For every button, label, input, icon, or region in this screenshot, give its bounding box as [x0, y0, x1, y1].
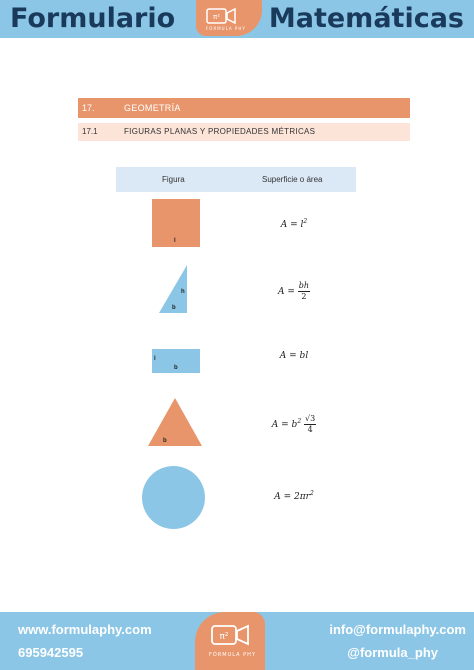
header-title-left: Formulario — [10, 3, 176, 34]
formula-circle — [262, 490, 326, 502]
subsection-title: FIGURAS PLANAS Y PROPIEDADES MÉTRICAS — [124, 127, 316, 136]
formula-equilateral-fraction — [304, 414, 316, 435]
footer-email-link[interactable]: info@formulaphy.com — [329, 622, 466, 637]
formula-rectangle — [262, 351, 326, 361]
header-title-right: Matemáticas — [268, 3, 464, 34]
column-header-area: Superficie o área — [262, 175, 323, 184]
fraction-numerator: √3 — [305, 414, 316, 423]
table-header — [116, 167, 356, 192]
header-logo-text: FORMULA PHY — [206, 26, 246, 31]
triangle-height-label: h — [181, 289, 185, 295]
formula-right-triangle-fraction — [298, 281, 310, 302]
formula-equilateral-triangle — [262, 414, 326, 435]
footer-logo — [195, 612, 265, 670]
formula-right-triangle-lhs: A = — [277, 287, 295, 297]
camera-icon — [211, 624, 249, 646]
header-logo — [196, 0, 262, 36]
section-bar — [78, 98, 410, 118]
svg-text:π²: π² — [219, 632, 229, 642]
formula-equilateral-lhs: A = b — [271, 420, 298, 430]
equilateral-triangle-shape — [147, 398, 203, 447]
fraction-denominator: 4 — [307, 425, 313, 434]
formula-equilateral-exponent: 2 — [297, 418, 302, 425]
column-header-figure: Figura — [162, 175, 185, 184]
formula-circle-lhs: A = 2πr — [274, 492, 310, 502]
svg-text:π²: π² — [212, 13, 221, 21]
formula-square — [262, 218, 326, 230]
square-side-label: l — [174, 238, 176, 244]
footer-social-handle[interactable]: @formula_phy — [347, 645, 438, 660]
equilateral-base-label: b — [163, 438, 167, 444]
fraction-denominator: 2 — [301, 292, 307, 301]
rectangle-base-label: b — [174, 365, 178, 371]
formula-circle-exponent: 2 — [309, 490, 314, 497]
subsection-bar — [78, 123, 410, 141]
camera-icon — [206, 7, 236, 25]
formula-right-triangle — [262, 281, 326, 302]
footer-logo-text: FÓRMULA PHY — [209, 652, 256, 658]
formula-square-exponent: 2 — [303, 218, 308, 225]
page-header — [0, 0, 474, 38]
formula-rectangle-lhs: A = bl — [279, 351, 309, 361]
footer-phone: 695942595 — [18, 645, 84, 660]
square-shape — [152, 199, 200, 247]
triangle-base-label: b — [172, 305, 176, 311]
circle-shape — [142, 466, 205, 529]
footer-website-link[interactable]: www.formulaphy.com — [18, 622, 152, 637]
fraction-numerator: bh — [298, 281, 310, 290]
rectangle-side-label: l — [154, 356, 156, 362]
formula-square-lhs: A = l — [280, 220, 304, 230]
section-title: GEOMETRÍA — [124, 103, 181, 113]
section-number: 17. — [82, 103, 95, 113]
subsection-number: 17.1 — [82, 127, 98, 136]
